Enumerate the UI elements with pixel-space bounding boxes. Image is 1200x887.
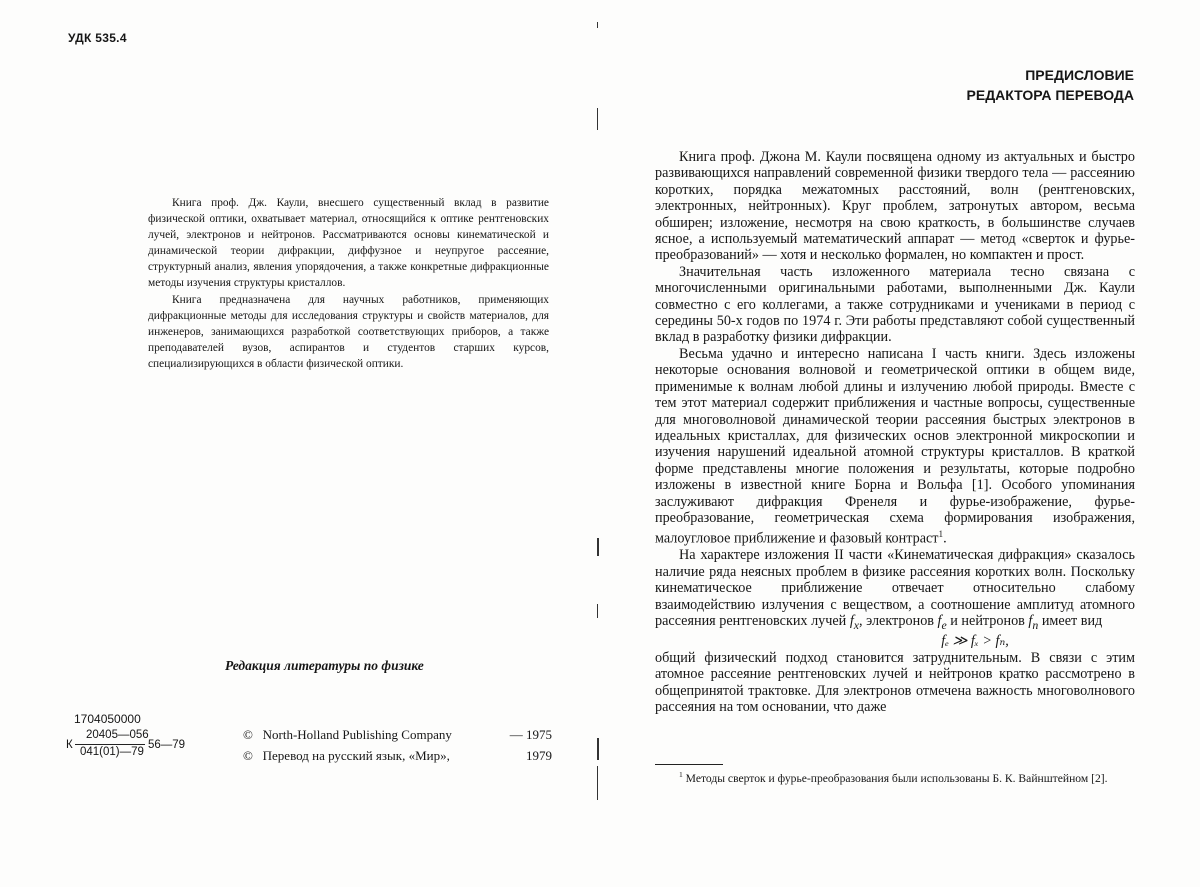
index-prefix: К: [66, 739, 73, 751]
index-suffix: 56—79: [148, 739, 186, 751]
paragraph-4-text: На характере изложения II части «Кинематическая дифракция» сказалось наличие ряда неясных проблем в физике рассеяния коротких волн. Поскольку кинематическое приближение отвечает относительно слабому взаимодействию излучения с веществом, а соотношение амплитуд атомного рассеяния рентгеновских лучей: [655, 547, 1135, 630]
footnote-reference: 1: [938, 529, 944, 540]
copyright-line-2: [243, 748, 552, 764]
book-annotation: [148, 196, 549, 375]
gutter-mark: [597, 108, 598, 130]
heading-line-2: РЕДАКТОРА ПЕРЕВОДА: [966, 87, 1134, 103]
preface-body: [655, 149, 1135, 715]
copyright-holder-2: Перевод на русский язык, «Мир»,: [262, 748, 450, 763]
annotation-paragraph-1: Книга проф. Дж. Каули, внесшего существенный вклад в развитие физической оптики, охватывает материал, относящийся к оптике рентгеновских лучей, электронов и нейтронов. Рассматриваются основы кинематической и динамической теории дифракции, диффузное и неупругое рассеяние, структурный анализ, явления упорядочения, а также конкретные дифракционные методы изучения структуры кристаллов.: [148, 197, 549, 289]
annotation-paragraph-2: Книга предназначена для научных работников, применяющих дифракционные методы для исследования структуры и свойств материалов, для инженеров, занимающихся разработкой соответствующих приборов, а также преподавателей вузов, аспирантов и студентов старших курсов, специализирующихся в области физической оптики.: [148, 294, 549, 371]
copyright-year-1: — 1975: [509, 727, 552, 742]
udk-code: УДК 535.4: [68, 31, 127, 45]
preface-paragraph-4: На характере изложения II части «Кинематическая дифракция» сказалось наличие ряда неясных проблем в физике рассеяния коротких волн. Поскольку кинематическое приближение отвечает относительно слабому взаимодействию излучения с веществом, а соотношение амплитуд атомного рассеяния рентгеновских лучей $f_x$, электронов $f_e$ и нейтронов $f_n$ имеет вид: [655, 547, 1135, 632]
editorial-line: Редакция литературы по физике: [225, 658, 424, 673]
footnote-text: Методы сверток и фурье-преобразования были использованы Б. К. Вайнштейном [2].: [685, 771, 1108, 785]
index-denominator: 041(01)—79: [80, 746, 144, 758]
gutter-mark: [597, 738, 599, 760]
gutter-mark: [597, 538, 599, 556]
gutter-mark: [597, 22, 598, 28]
preface-paragraph-2: Значительная часть изложенного материала тесно связана с многочисленными оригинальными работами, выполненными Дж. Каули совместно с его коллегами, а также сотрудниками и учениками в период с середины 50-х годов по 1974 г. Эти работы представляют собой существенный вклад в разработку физики дифракции.: [655, 263, 1135, 346]
preface-paragraph-5: общий физический подход становится затруднительным. В связи с этим атомное рассеяние рентгеновских лучей и нейтронов кратко рассмотрено в общепринятой трактовке. Для электронов отмечена важность многоволнового рассеяния на том основании, что даже: [655, 649, 1135, 715]
preface-paragraph-1: Книга проф. Джона М. Каули посвящена одному из актуальных и быстро развивающихся направлений современной физики твердого тела — рассеянию коротких, порядка межатомных расстояний, волн (рентгеновских, электронных, нейтронных). Круг проблем, затронутых автором, весьма обширен; изложение, несмотря на свою краткость, в большинстве случаев ясное, а используемый математический аппарат — метод «сверток и фурье-преобразований» — хотя и несколько формален, но компактен и прост.: [655, 149, 1135, 264]
scattering-inequality: fₑ ≫ fₓ > fₙ,: [941, 633, 1009, 650]
right-page: [600, 0, 1200, 887]
copyright-symbol-2: ©: [243, 748, 253, 763]
index-formula: [66, 729, 216, 763]
catalog-number: 1704050000: [74, 712, 141, 726]
index-numerator: 20405—056: [86, 729, 149, 741]
symbol-fx: $f_x$: [849, 613, 860, 632]
heading-line-1: ПРЕДИСЛОВИЕ: [1025, 67, 1134, 83]
preface-paragraph-3: Весьма удачно и интересно написана I часть книги. Здесь изложены некоторые основания волновой и геометрической оптики в общем виде, применимые к волнам любой длины и излучению любой природы. Вместе с тем этот материал содержит приближения и частные вопросы, существенные для многоволновой динамической теории рассеяния быстрых электронов в идеальных кристаллах, для физических основ электронной микроскопии и изучения нарушений идеальной атомной структуры кристаллов. В краткой форме представлены многие положения и результаты, которые подробно изложены в известной книге Борна и Вольфа [1]. Особого упоминания заслуживают дифракция Френеля и фурье-изображение, фурье-преобразование, геометрическая схема формирования изображения, малоугловое приближение и фазовый контраст$^1$.: [655, 345, 1135, 548]
copyright-symbol-1: ©: [243, 727, 253, 742]
footnote-number: 1: [679, 770, 683, 779]
copyright-holder-1: North-Holland Publishing Company: [262, 727, 452, 742]
footnote-rule: [655, 764, 723, 765]
footnote: [655, 768, 1135, 786]
symbol-fn: $f_n$: [1028, 613, 1039, 632]
fraction-bar: [75, 744, 145, 745]
symbol-fe: $f_e$: [937, 613, 947, 632]
copyright-line-1: [243, 727, 552, 743]
gutter-mark: [597, 604, 598, 618]
gutter-mark: [597, 766, 598, 800]
paragraph-3-text: Весьма удачно и интересно написана I часть книги. Здесь изложены некоторые основания волновой и геометрической оптики в общем виде, применимые к волнам любой длины и излучению любой природы. Вместе с тем этот материал содержит приближения и частные вопросы, существенные для многоволновой динамической теории рассеяния быстрых электронов в идеальных кристаллах, для физических основ электронной микроскопии и изучения нарушений идеальной атомной структуры кристаллов. В краткой форме представлены многие положения и результаты, которые подробно изложены в известной книге Борна и Вольфа [1]. Особого упоминания заслуживают дифракция Френеля и фурье-изображение, фурье-преобразование, геометрическая схема формирования изображения, малоугловое приближение и фазовый контраст: [655, 345, 1135, 548]
left-page: [0, 0, 598, 887]
preface-heading: [967, 65, 1134, 105]
copyright-year-2: 1979: [526, 748, 552, 763]
